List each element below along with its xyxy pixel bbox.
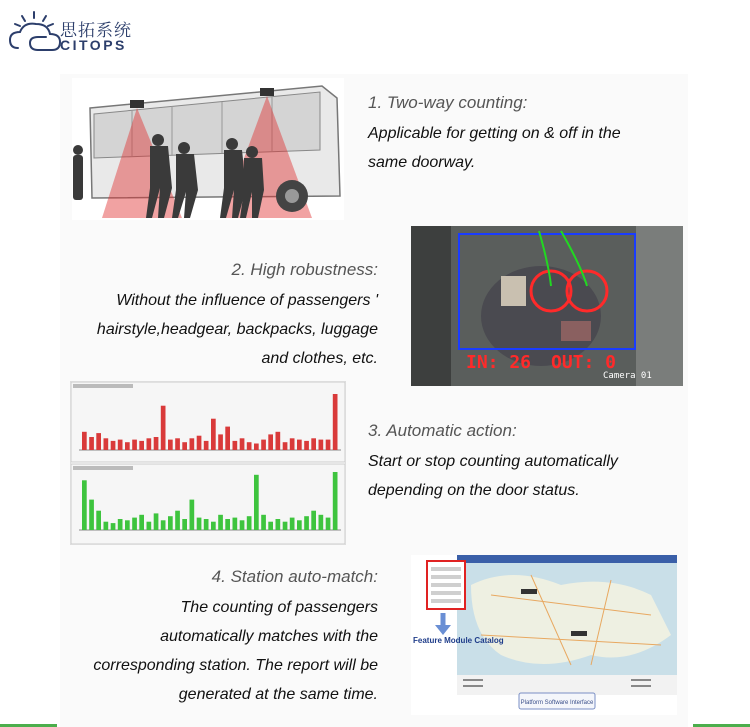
- top-chart-bar: [276, 432, 281, 450]
- bottom-chart-bar: [111, 523, 116, 530]
- bottom-chart-bar: [319, 515, 324, 530]
- top-chart-bar: [161, 406, 166, 450]
- bottom-chart-bar: [261, 515, 266, 530]
- bottom-chart-bar: [333, 472, 338, 530]
- top-chart-bar: [139, 441, 144, 450]
- top-chart-bar: [175, 438, 180, 450]
- top-chart-bar: [211, 419, 216, 450]
- feature-3-line-1: Start or stop counting automatically: [368, 453, 618, 470]
- cloud-logo-icon: [8, 10, 64, 56]
- feature-3-line-2: depending on the door status.: [368, 482, 580, 499]
- top-chart-bar: [268, 434, 273, 450]
- bottom-chart-bar: [276, 519, 281, 530]
- top-chart-bar: [290, 438, 295, 450]
- top-chart-bar: [132, 440, 137, 450]
- top-chart-bar: [154, 437, 159, 450]
- top-chart-bar: [261, 440, 266, 450]
- feature-1-heading: 1. Two-way counting:: [368, 93, 528, 112]
- feature-2-line-3: and clothes, etc.: [261, 350, 378, 367]
- bottom-chart-bar: [132, 518, 137, 530]
- feature-3: [368, 416, 618, 505]
- bottom-chart-bar: [168, 516, 173, 530]
- software-map-image: [411, 555, 677, 715]
- bottom-chart-bar: [311, 511, 316, 530]
- camera-out-count: OUT: 0: [551, 352, 617, 373]
- counting-charts-image: [70, 381, 346, 545]
- bottom-chart-bar: [233, 518, 238, 530]
- top-chart-bar: [168, 440, 173, 450]
- bottom-chart-bar: [104, 522, 109, 530]
- feature-4-line-2: automatically matches with the: [160, 628, 378, 645]
- feature-4-line-1: The counting of passengers: [180, 599, 378, 616]
- top-chart-bar: [104, 438, 109, 450]
- bottom-chart-bar: [283, 522, 288, 530]
- feature-2-line-2: hairstyle,headgear, backpacks, luggage: [96, 321, 378, 338]
- top-chart-bar: [218, 434, 223, 450]
- feature-1-line-1: Applicable for getting on & off in the: [368, 125, 621, 142]
- bottom-chart-bar: [197, 518, 202, 530]
- bottom-chart-bar: [125, 520, 130, 530]
- top-chart-bar: [283, 442, 288, 450]
- top-chart-bar: [333, 394, 338, 450]
- bottom-chart-bar: [326, 518, 331, 530]
- top-chart-bar: [225, 427, 230, 450]
- bottom-chart-bar: [175, 511, 180, 530]
- feature-1: [368, 88, 621, 177]
- feature-2-line-1: Without the influence of passengers ': [116, 292, 378, 309]
- top-chart-bar: [319, 440, 324, 450]
- top-chart-bar: [247, 442, 252, 450]
- feature-4-line-3: corresponding station. The report will be: [93, 657, 378, 674]
- bottom-chart-bar: [290, 518, 295, 530]
- top-chart-bar: [111, 441, 116, 450]
- bottom-chart-bar: [204, 519, 209, 530]
- brand-name-en: CITOPS: [60, 37, 127, 53]
- bus-image: [72, 78, 344, 220]
- top-chart-bar: [147, 438, 152, 450]
- top-chart-bar: [125, 442, 130, 450]
- bottom-chart-bar: [154, 513, 159, 530]
- brand-name-cn: 思拓系统: [60, 21, 132, 41]
- feature-4: [93, 562, 378, 709]
- bottom-chart-bar: [96, 511, 101, 530]
- top-chart-bar: [304, 441, 309, 450]
- top-chart-bar: [190, 438, 195, 450]
- top-chart-bar: [182, 442, 187, 450]
- feature-2-heading: 2. High robustness:: [231, 260, 378, 279]
- bottom-chart-bar: [161, 520, 166, 530]
- feature-3-heading: 3. Automatic action:: [368, 421, 517, 440]
- bottom-chart-bar: [147, 522, 152, 530]
- bottom-chart-bar: [240, 520, 245, 530]
- bottom-chart-bar: [225, 519, 230, 530]
- feature-1-line-2: same doorway.: [368, 154, 476, 171]
- feature-4-heading: 4. Station auto-match:: [211, 567, 378, 586]
- bottom-chart-bar: [268, 522, 273, 530]
- top-chart-bar: [326, 440, 331, 450]
- feature-module-catalog-label: Feature Module Catalog: [413, 636, 504, 645]
- top-chart-bar: [233, 441, 238, 450]
- bottom-chart-bar: [218, 515, 223, 530]
- top-chart-bar: [297, 440, 302, 450]
- bottom-chart-bar: [190, 500, 195, 530]
- bottom-chart-bar: [118, 519, 123, 530]
- bottom-chart-bar: [211, 522, 216, 530]
- camera-view-image: [411, 226, 683, 386]
- top-chart-bar: [89, 437, 94, 450]
- bottom-chart-bar: [139, 515, 144, 530]
- feature-2: [97, 255, 378, 373]
- camera-name: Camera 01: [603, 371, 652, 381]
- top-chart-bar: [96, 433, 101, 450]
- top-chart-bar: [82, 432, 87, 450]
- bottom-chart-bar: [89, 500, 94, 530]
- bottom-chart-bar: [297, 520, 302, 530]
- bottom-chart-bar: [82, 480, 87, 530]
- feature-4-line-4: generated at the same time.: [178, 686, 378, 703]
- top-chart-bar: [204, 441, 209, 450]
- camera-in-count: IN: 26: [466, 352, 532, 373]
- top-chart-bar: [254, 444, 259, 451]
- bottom-chart-bar: [304, 516, 309, 530]
- top-chart-bar: [118, 440, 123, 450]
- bottom-chart-bar: [182, 519, 187, 530]
- bottom-chart-bar: [247, 516, 252, 530]
- bottom-chart-bar: [254, 475, 259, 530]
- platform-software-label: Platform Software Interface: [520, 700, 594, 706]
- top-chart-bar: [240, 438, 245, 450]
- top-chart-bar: [311, 438, 316, 450]
- top-chart-bar: [197, 436, 202, 450]
